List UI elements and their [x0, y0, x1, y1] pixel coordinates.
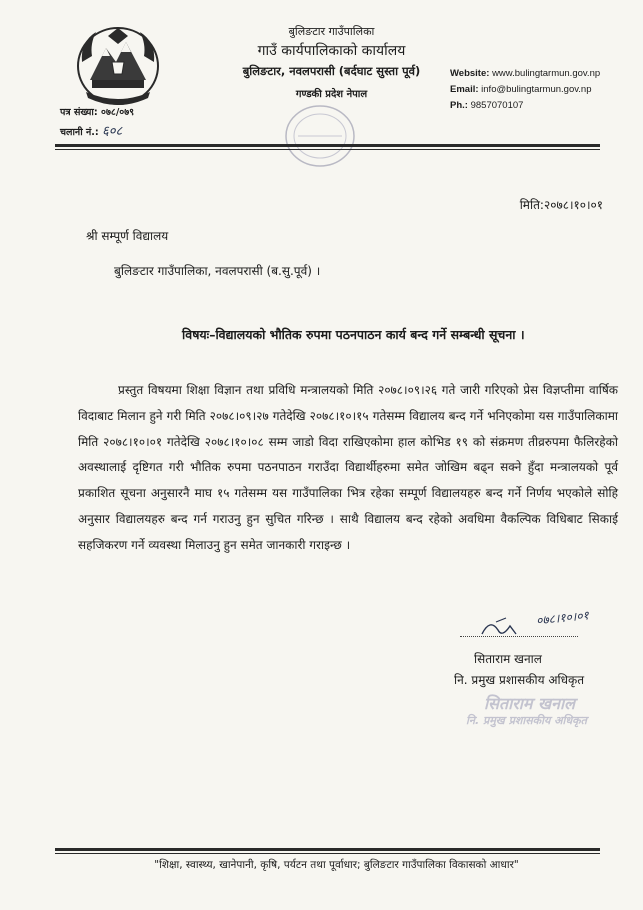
website-line — [450, 66, 600, 82]
province-name: गण्डकी प्रदेश नेपाल — [295, 89, 368, 100]
letter-number-label: पत्र संख्या: — [60, 107, 98, 118]
footer-divider-thin — [55, 853, 600, 854]
letter-subject: विषयः–विद्यालयको भौतिक रुपमा पठनपाठन कार्य बन्द गर्ने सम्बन्धी सूचना । — [182, 327, 525, 342]
letter-date: मिति:२०७८।१०।०१ — [519, 198, 603, 212]
municipality-name: बुलिङटार गाउँपालिका — [288, 25, 375, 38]
phone-label: Ph.: — [450, 100, 468, 111]
title-stamp: नि. प्रमुख प्रशासकीय अधिकृत — [466, 714, 587, 727]
website-label: Website: — [450, 68, 490, 79]
email-label: Email: — [450, 84, 479, 95]
signature-line — [460, 636, 578, 637]
signer-title: नि. प्रमुख प्रशासकीय अधिकृत — [454, 673, 585, 687]
website-link[interactable]: www.bulingtarmun.gov.np — [492, 68, 601, 79]
name-stamp: सिताराम खनाल — [484, 694, 576, 713]
office-name: गाउँ कार्यपालिकाको कार्यालय — [257, 43, 406, 59]
dispatch-number-label: चलानी नं.: — [60, 127, 99, 138]
header-divider — [55, 144, 600, 147]
letter-number-line — [60, 103, 134, 122]
dispatch-number-line — [60, 122, 134, 142]
letter-number: ०७८/०७९ — [101, 107, 135, 118]
signer-name: सिताराम खनाल — [474, 652, 542, 666]
phone-number: 9857070107 — [470, 100, 524, 111]
reference-block — [60, 103, 134, 142]
phone-line — [450, 98, 600, 114]
letter-body: प्रस्तुत विषयमा शिक्षा विज्ञान तथा प्रविधि मन्त्रालयको मिति २०७८।०९।२६ गते जारी गरिएको प्रेस विज्ञप्तीमा वार्षिक विदाबाट मिलान हुने गरी मिति २०७८।०९।२७ गतेदेखि २०७८।१०।१५ गतेसम्म विद्यालय बन्द गर्ने भनिएकोमा यस गाउँपालिकामा मिति २०७८।१०।०१ गतेदेखि २०७८।१०।०८ सम्म जाडो विदा राखिएकोमा हाल कोभिड १९ को संक्रमण तीव्ररुपमा फैलिरहेको अवस्थालाई दृष्टिगत गरी भौतिक रुपमा पठनपाठन गराउँदा विद्यार्थीहरुमा समेत जोखिम बढ्न सक्ने हुँदा मन्त्रालयको पूर्व प्रकाशित सूचना अनुसारनै माघ १५ गतेसम्म यस गाउँपालिका भित्र रहेका सम्पूर्ण विद्यालयहरु बन्द गर्ने निर्णय भएकोले सोहि अनुसार विद्यालयहरु बन्द गर्न गराउनु हुन सुचित गरिन्छ । साथै विद्यालय बन्द रहेको अवधिमा वैकल्पिक विधिबाट सिकाई सहजिकरण गर्ने व्यवस्था मिलाउनु हुन समेत जानकारी गराइन्छ । — [78, 383, 618, 552]
recipient-line: श्री सम्पूर्ण विद्यालय — [86, 229, 169, 243]
office-round-stamp-icon — [260, 100, 380, 172]
recipient-address: बुलिङटार गाउँपालिका, नवलपरासी (ब.सु.पूर्व) । — [114, 264, 321, 278]
signature-date: ०७८।१०।०१ — [535, 608, 590, 628]
footer-motto: "शिक्षा, स्वास्थ्य, खानेपानी, कृषि, पर्यटन तथा पूर्वाधार; बुलिङटार गाउँपालिका विकासको आधार" — [154, 859, 519, 871]
email-link[interactable]: info@bulingtarmun.gov.np — [481, 84, 592, 95]
contact-block — [450, 66, 600, 114]
email-line — [450, 82, 600, 98]
dispatch-number: ६०८ — [101, 124, 123, 139]
footer-divider — [55, 848, 600, 851]
header-divider-thin — [55, 149, 600, 150]
office-address: बुलिङटार, नवलपरासी (बर्दघाट सुस्ता पूर्व) — [242, 64, 421, 78]
